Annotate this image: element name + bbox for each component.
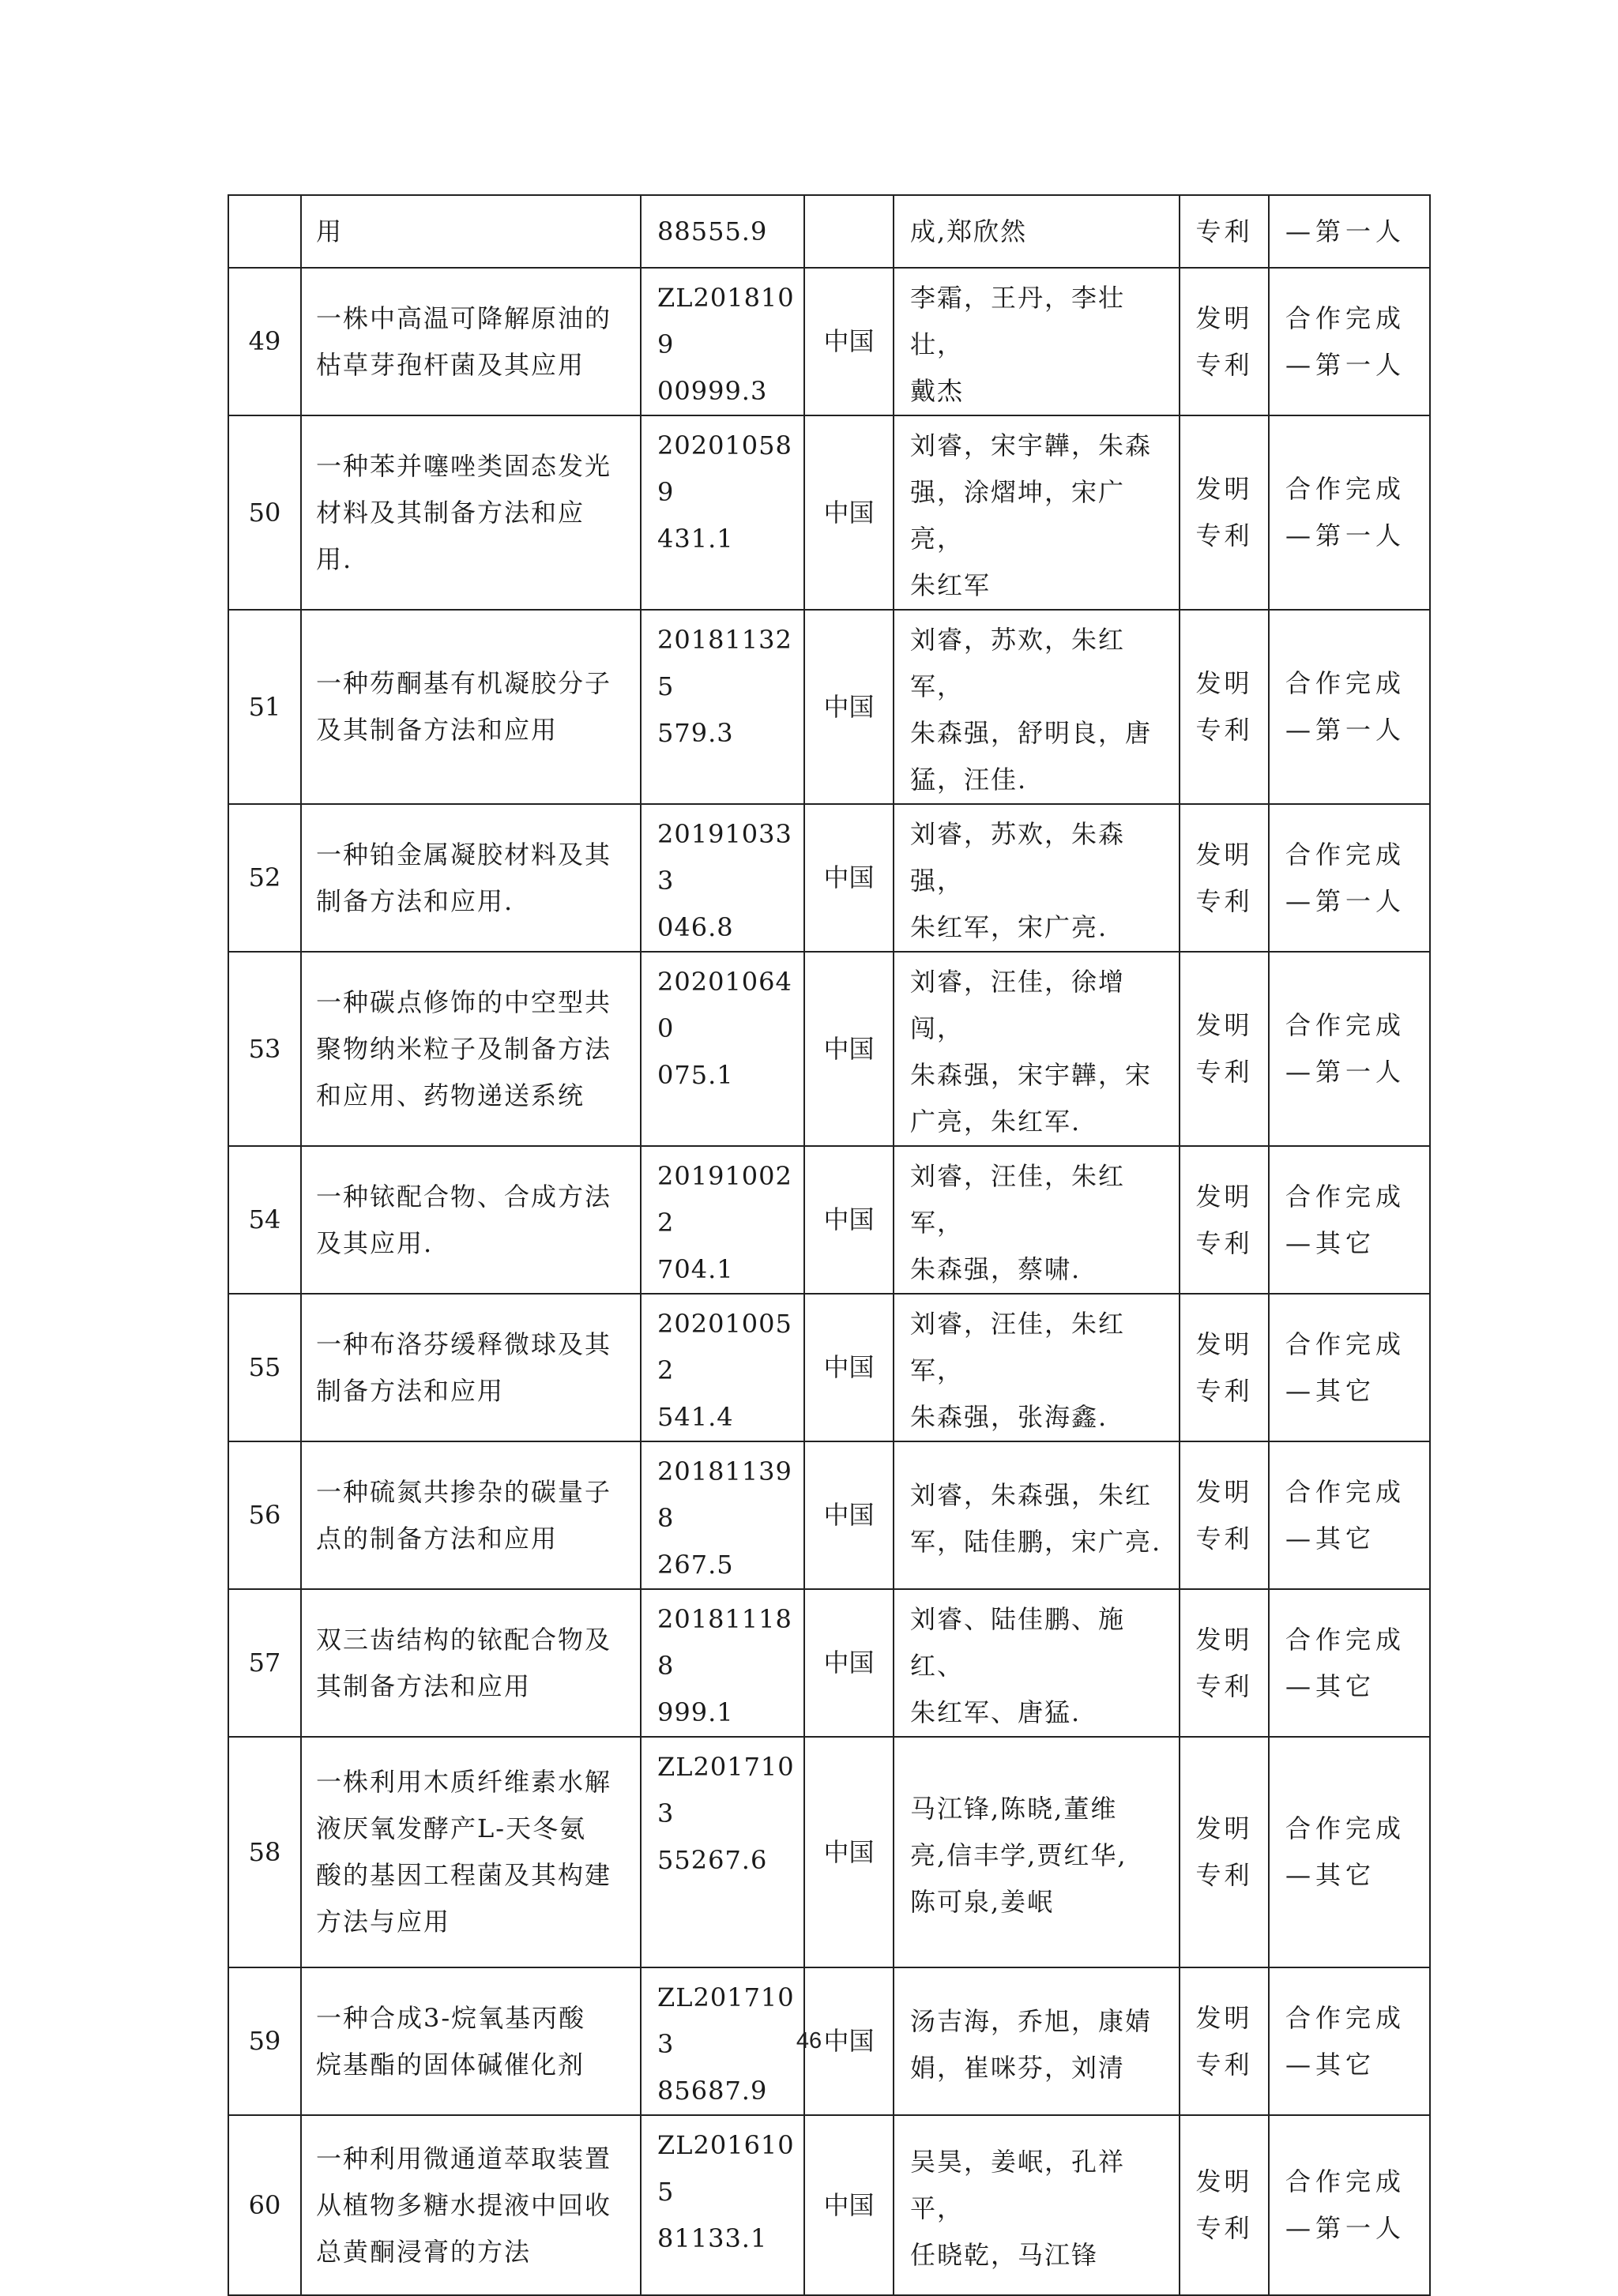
country-cell: 中国: [804, 610, 894, 804]
patent-type-line: 专利: [1195, 1375, 1253, 1406]
completion-role-cell: [1269, 1441, 1430, 1589]
country-cell: 中国: [804, 268, 894, 415]
patent-name-cell: [301, 1737, 641, 1967]
inventors-line: 刘睿，苏欢，朱森强，: [910, 819, 1126, 896]
patent-number-line: 00999.3: [657, 376, 768, 406]
completion-role-line: 合作完成: [1285, 2166, 1406, 2196]
patent-type-line: 发明: [1195, 668, 1253, 698]
patent-type-line: 专利: [1195, 1057, 1253, 1087]
patent-type-cell: [1180, 268, 1269, 415]
row-number-cell: 54: [228, 1146, 301, 1294]
patent-type-line: 专利: [1195, 1670, 1253, 1701]
patent-number-cell: [641, 415, 804, 610]
inventors-line: 广亮，朱红军.: [910, 1107, 1082, 1137]
patent-name-line: 一种芴酮基有机凝胶分子: [316, 668, 612, 698]
patent-number-line: 201811325: [657, 625, 792, 701]
row-number-cell: 55: [228, 1294, 301, 1441]
row-number-cell: 56: [228, 1441, 301, 1589]
completion-role-line: 合作完成: [1285, 839, 1406, 870]
patent-number-line: 579.3: [657, 718, 734, 748]
patent-name-cell: [301, 952, 641, 1146]
patent-type-cell: [1180, 1294, 1269, 1441]
patent-number-cell: [641, 1589, 804, 1737]
patent-name-line: 一种硫氮共掺杂的碳量子: [316, 1476, 612, 1507]
completion-role-line: 合作完成: [1285, 668, 1406, 698]
patent-type-cell: [1180, 1737, 1269, 1967]
completion-role-line: —其它: [1285, 1670, 1376, 1701]
patent-number-line: ZL2017103: [657, 1982, 795, 2059]
inventors-line: 戴杰: [910, 376, 965, 406]
patent-name-cell: [301, 2115, 641, 2295]
completion-role-cell: [1269, 2115, 1430, 2295]
completion-role-cell: [1269, 195, 1430, 268]
patent-type-cell: [1180, 1441, 1269, 1589]
patent-number-line: 85687.9: [657, 2076, 768, 2106]
patent-number-cell: [641, 1146, 804, 1294]
completion-role-line: —第一人: [1285, 885, 1406, 916]
inventors-line: 汤吉海，乔旭，康婧: [910, 2005, 1153, 2036]
patent-name-line: 用.: [316, 543, 353, 574]
inventors-line: 陈可泉,姜岷: [910, 1886, 1055, 1917]
completion-role-line: 合作完成: [1285, 1813, 1406, 1843]
patent-number-line: 201910022: [657, 1161, 792, 1238]
completion-role-cell: [1269, 804, 1430, 952]
inventors-line: 强，涂熠坤，宋广亮，: [910, 477, 1126, 554]
table-row: [228, 1146, 1430, 1294]
patent-name-line: 一种苯并噻唑类固态发光: [316, 450, 612, 481]
patent-type-cell: [1180, 804, 1269, 952]
completion-role-line: —其它: [1285, 1860, 1376, 1890]
completion-role-line: —其它: [1285, 1523, 1376, 1554]
completion-role-cell: [1269, 1737, 1430, 1967]
completion-role-line: —第一人: [1285, 520, 1406, 551]
country-cell: 中国: [804, 2115, 894, 2295]
table-row: [228, 415, 1430, 610]
table-body: [228, 195, 1430, 2295]
patent-type-line: 发明: [1195, 1181, 1253, 1212]
patent-type-cell: [1180, 952, 1269, 1146]
patent-type-line: 发明: [1195, 303, 1253, 333]
row-number-cell: 60: [228, 2115, 301, 2295]
patent-type-line: 专利: [1195, 520, 1253, 551]
patent-number-cell: [641, 268, 804, 415]
completion-role-line: —第一人: [1285, 349, 1406, 380]
patent-type-line: 发明: [1195, 2166, 1253, 2196]
patent-number-line: 201811188: [657, 1604, 792, 1681]
patent-name-line: 从植物多糖水提液中回收: [316, 2189, 612, 2220]
patent-name-line: 用: [316, 216, 344, 246]
inventors-line: 刘睿，宋宇韡，朱森: [910, 430, 1153, 460]
inventors-line: 刘睿，汪佳，朱红军，: [910, 1161, 1126, 1238]
patent-number-line: 202010589: [657, 430, 792, 507]
inventors-cell: [894, 610, 1180, 804]
completion-role-line: 合作完成: [1285, 1010, 1406, 1040]
patent-type-line: 发明: [1195, 1010, 1253, 1040]
completion-role-line: 合作完成: [1285, 1328, 1406, 1359]
inventors-cell: [894, 1441, 1180, 1589]
inventors-line: 刘睿，苏欢，朱红军，: [910, 625, 1126, 701]
patent-name-line: 一种合成3-烷氧基丙酸: [316, 2002, 586, 2033]
completion-role-cell: [1269, 415, 1430, 610]
country-cell: 中国: [804, 804, 894, 952]
patent-type-line: 发明: [1195, 1624, 1253, 1655]
patent-number-line: 201910333: [657, 819, 792, 896]
inventors-cell: [894, 415, 1180, 610]
patent-name-line: 点的制备方法和应用: [316, 1523, 559, 1554]
patent-number-line: 431.1: [657, 524, 734, 554]
patent-number-line: 88555.9: [657, 216, 768, 246]
completion-role-line: —第一人: [1285, 1057, 1406, 1087]
patent-name-line: 制备方法和应用.: [316, 885, 514, 916]
patent-type-cell: [1180, 195, 1269, 268]
patent-number-cell: [641, 1294, 804, 1441]
table-row: [228, 195, 1430, 268]
inventors-line: 刘睿、陆佳鹏、施红、: [910, 1604, 1126, 1681]
table-row: [228, 1589, 1430, 1737]
patent-type-line: 发明: [1195, 839, 1253, 870]
patent-number-line: 075.1: [657, 1060, 734, 1090]
inventors-cell: [894, 804, 1180, 952]
patent-type-line: 发明: [1195, 1328, 1253, 1359]
patent-name-line: 一种碳点修饰的中空型共: [316, 986, 612, 1017]
patent-name-line: 液厌氧发酵产L-天冬氨: [316, 1813, 587, 1843]
inventors-line: 朱红军: [910, 570, 991, 600]
row-number-cell: 53: [228, 952, 301, 1146]
row-number-cell: 49: [228, 268, 301, 415]
patent-type-line: 发明: [1195, 2002, 1253, 2033]
completion-role-line: —其它: [1285, 1227, 1376, 1258]
patent-name-line: 其制备方法和应用: [316, 1670, 532, 1701]
patent-number-line: 267.5: [657, 1550, 734, 1580]
patent-type-line: 专利: [1195, 1860, 1253, 1890]
inventors-cell: [894, 2115, 1180, 2295]
patent-type-line: 专利: [1195, 216, 1253, 246]
country-cell: 中国: [804, 1967, 894, 2115]
patent-type-line: 专利: [1195, 2213, 1253, 2243]
patent-number-line: 541.4: [657, 1402, 734, 1432]
completion-role-cell: [1269, 1589, 1430, 1737]
patent-name-line: 聚物纳米粒子及制备方法: [316, 1033, 612, 1064]
patent-type-line: 专利: [1195, 1227, 1253, 1258]
table-row: [228, 268, 1430, 415]
patent-number-cell: [641, 1737, 804, 1967]
patent-table: [228, 194, 1431, 2296]
country-cell: 中国: [804, 1146, 894, 1294]
patent-number-cell: [641, 952, 804, 1146]
patent-name-line: 双三齿结构的铱配合物及: [316, 1624, 612, 1655]
patent-type-cell: [1180, 1146, 1269, 1294]
table-row: [228, 2115, 1430, 2295]
inventors-cell: [894, 1737, 1180, 1967]
patent-type-line: 专利: [1195, 1523, 1253, 1554]
completion-role-cell: [1269, 952, 1430, 1146]
table-row: [228, 1737, 1430, 1967]
patent-number-cell: [641, 195, 804, 268]
patent-type-line: 专利: [1195, 885, 1253, 916]
inventors-line: 刘睿，汪佳，朱红军，: [910, 1309, 1126, 1385]
table-row: [228, 952, 1430, 1146]
completion-role-cell: [1269, 268, 1430, 415]
patent-name-line: 及其制备方法和应用: [316, 715, 559, 745]
patent-type-cell: [1180, 610, 1269, 804]
patent-name-line: 和应用、药物递送系统: [316, 1080, 585, 1110]
patent-name-line: 一种布洛芬缓释微球及其: [316, 1328, 612, 1359]
row-number-cell: 50: [228, 415, 301, 610]
inventors-line: 李霜，王丹，李壮壮，: [910, 283, 1126, 359]
completion-role-line: 合作完成: [1285, 2002, 1406, 2033]
row-number-cell: 59: [228, 1967, 301, 2115]
patent-type-line: 发明: [1195, 1476, 1253, 1507]
completion-role-line: 合作完成: [1285, 1624, 1406, 1655]
patent-name-line: 及其应用.: [316, 1227, 434, 1258]
patent-name-cell: [301, 1146, 641, 1294]
patent-name-line: 方法与应用: [316, 1907, 451, 1937]
inventors-line: 刘睿，朱森强，朱红: [910, 1479, 1153, 1510]
patent-name-line: 一株利用木质纤维素水解: [316, 1767, 612, 1797]
patent-name-line: 酸的基因工程菌及其构建: [316, 1860, 612, 1890]
patent-number-line: 046.8: [657, 912, 734, 942]
patent-name-cell: [301, 1294, 641, 1441]
patent-name-cell: [301, 1441, 641, 1589]
completion-role-line: 合作完成: [1285, 1181, 1406, 1212]
patent-type-cell: [1180, 415, 1269, 610]
patent-number-line: 201811398: [657, 1456, 792, 1533]
patent-name-line: 烷基酯的固体碱催化剂: [316, 2049, 585, 2080]
patent-name-cell: [301, 195, 641, 268]
row-number-cell: [228, 195, 301, 268]
patent-name-cell: [301, 1589, 641, 1737]
patent-name-cell: [301, 268, 641, 415]
patent-type-line: 专利: [1195, 349, 1253, 380]
country-cell: 中国: [804, 1441, 894, 1589]
completion-role-cell: [1269, 610, 1430, 804]
completion-role-line: 合作完成: [1285, 303, 1406, 333]
inventors-line: 朱森强，蔡啸.: [910, 1254, 1082, 1284]
country-cell: [804, 195, 894, 268]
inventors-line: 马江锋,陈晓,董维: [910, 1793, 1118, 1824]
page-number: 46: [796, 2028, 822, 2054]
row-number-cell: 52: [228, 804, 301, 952]
patent-name-line: 一种利用微通道萃取装置: [316, 2143, 612, 2174]
country-cell: 中国: [804, 415, 894, 610]
inventors-line: 朱红军，宋广亮.: [910, 912, 1108, 942]
patent-type-cell: [1180, 1589, 1269, 1737]
patent-number-line: 202010640: [657, 967, 792, 1043]
inventors-cell: [894, 1146, 1180, 1294]
patent-number-line: 55267.6: [657, 1845, 768, 1875]
patent-number-cell: [641, 1441, 804, 1589]
patent-number-line: ZL2016105: [657, 2130, 795, 2207]
patent-name-line: 总黄酮浸膏的方法: [316, 2236, 532, 2267]
completion-role-cell: [1269, 1146, 1430, 1294]
inventors-line: 亮,信丰学,贾红华,: [910, 1839, 1127, 1870]
completion-role-cell: [1269, 1294, 1430, 1441]
inventors-line: 刘睿，汪佳，徐增闯，: [910, 967, 1126, 1043]
inventors-line: 娟，崔咪芬，刘清: [910, 2052, 1126, 2083]
patent-number-line: 81133.1: [657, 2223, 768, 2253]
completion-role-line: 合作完成: [1285, 1476, 1406, 1507]
table-row: [228, 1441, 1430, 1589]
patent-name-line: 材料及其制备方法和应: [316, 497, 585, 528]
inventors-line: 成,郑欣然: [910, 216, 1028, 246]
country-cell: 中国: [804, 952, 894, 1146]
inventors-cell: [894, 195, 1180, 268]
row-number-cell: 58: [228, 1737, 301, 1967]
patent-number-line: 704.1: [657, 1254, 734, 1284]
patent-name-line: 枯草芽孢杆菌及其应用: [316, 349, 585, 380]
country-cell: 中国: [804, 1737, 894, 1967]
patent-type-line: 专利: [1195, 2049, 1253, 2080]
completion-role-line: —其它: [1285, 1375, 1376, 1406]
patent-name-cell: [301, 415, 641, 610]
completion-role-line: —第一人: [1285, 715, 1406, 745]
completion-role-line: 合作完成: [1285, 474, 1406, 504]
inventors-cell: [894, 1589, 1180, 1737]
patent-name-line: 一种铂金属凝胶材料及其: [316, 839, 612, 870]
patent-number-line: ZL2017103: [657, 1752, 795, 1828]
inventors-line: 朱红军、唐猛.: [910, 1697, 1082, 1727]
patent-number-line: 999.1: [657, 1697, 734, 1727]
patent-name-line: 一种铱配合物、合成方法: [316, 1181, 612, 1212]
country-cell: 中国: [804, 1589, 894, 1737]
inventors-cell: [894, 1294, 1180, 1441]
patent-name-cell: [301, 610, 641, 804]
inventors-line: 任晓乾，马江锋: [910, 2239, 1099, 2270]
completion-role-line: —第一人: [1285, 216, 1406, 246]
inventors-line: 朱森强，张海鑫.: [910, 1402, 1108, 1432]
inventors-cell: [894, 268, 1180, 415]
table-row: [228, 1294, 1430, 1441]
country-cell: 中国: [804, 1294, 894, 1441]
patent-type-line: 发明: [1195, 474, 1253, 504]
patent-number-line: ZL2018109: [657, 283, 795, 359]
patent-name-cell: [301, 804, 641, 952]
completion-role-line: —其它: [1285, 2049, 1376, 2080]
inventors-line: 猛，汪佳.: [910, 765, 1028, 795]
patent-number-cell: [641, 2115, 804, 2295]
patent-number-cell: [641, 610, 804, 804]
row-number-cell: 51: [228, 610, 301, 804]
inventors-line: 朱森强，舒明良，唐: [910, 718, 1153, 748]
patent-name-line: 制备方法和应用: [316, 1375, 505, 1406]
patent-number-line: 202010052: [657, 1309, 792, 1385]
row-number-cell: 57: [228, 1589, 301, 1737]
completion-role-line: —第一人: [1285, 2213, 1406, 2243]
inventors-cell: [894, 952, 1180, 1146]
patent-type-line: 发明: [1195, 1813, 1253, 1843]
inventors-line: 朱森强，宋宇韡，宋: [910, 1060, 1153, 1090]
patent-name-line: 一株中高温可降解原油的: [316, 303, 612, 333]
patent-type-line: 专利: [1195, 715, 1253, 745]
patent-number-cell: [641, 804, 804, 952]
table-row: [228, 804, 1430, 952]
inventors-line: 吴昊，姜岷，孔祥平，: [910, 2146, 1126, 2223]
inventors-line: 军，陆佳鹏，宋广亮.: [910, 1526, 1162, 1557]
table-row: [228, 610, 1430, 804]
patent-type-cell: [1180, 2115, 1269, 2295]
